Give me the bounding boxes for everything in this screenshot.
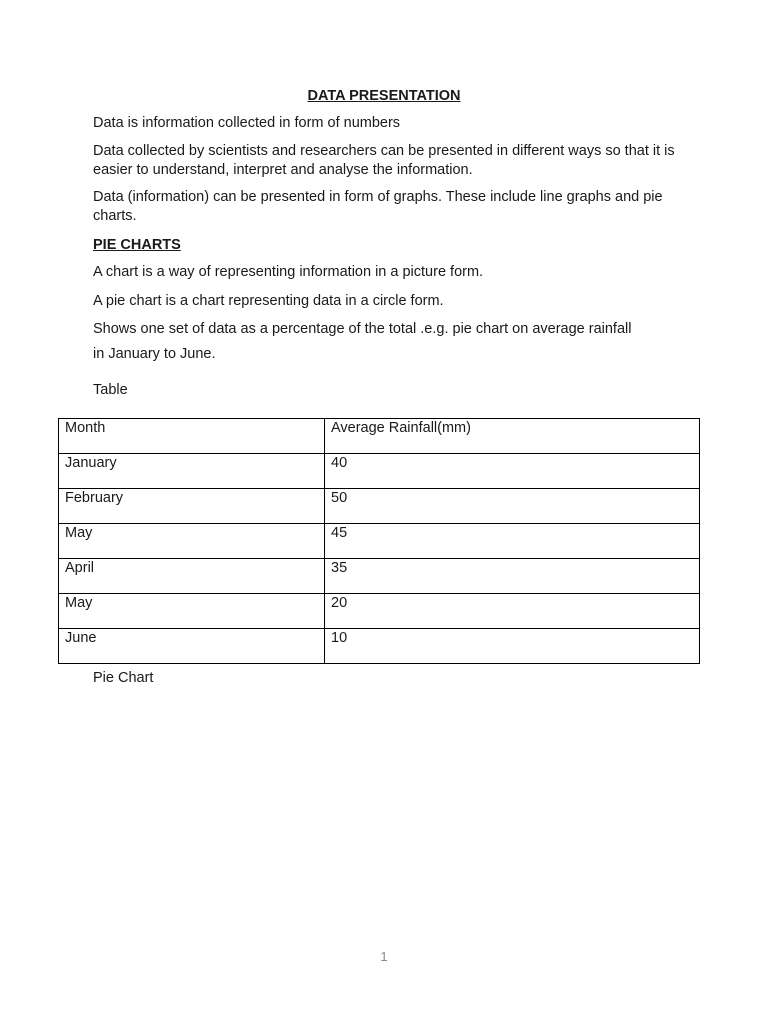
page-number: 1: [380, 949, 388, 964]
header-month: Month: [59, 419, 325, 454]
header-average-rainfall: Average Rainfall(mm): [325, 419, 700, 454]
page-title: DATA PRESENTATION: [307, 88, 461, 104]
paragraph-pie-chart-usage: Shows one set of data as a percentage of the total .e.g. pie chart on average rainfall: [93, 321, 632, 337]
table-header-row: [59, 419, 700, 454]
pie-chart-label: Pie Chart: [93, 670, 154, 686]
table-row: [59, 454, 700, 489]
rainfall-table: [58, 418, 700, 664]
table-row: [59, 594, 700, 629]
rainfall-cell: 20: [325, 594, 700, 629]
month-cell: April: [59, 559, 325, 594]
paragraph-pie-chart-usage-cont: in January to June.: [93, 346, 216, 362]
month-cell: May: [59, 594, 325, 629]
month-cell: February: [59, 489, 325, 524]
table-row: [59, 524, 700, 559]
rainfall-cell: 45: [325, 524, 700, 559]
table-label: Table: [93, 382, 128, 398]
paragraph-definition: Data is information collected in form of numbers: [93, 115, 401, 131]
rainfall-cell: 50: [325, 489, 700, 524]
pie-charts-heading: PIE CHARTS: [93, 237, 181, 253]
rainfall-cell: 10: [325, 629, 700, 664]
table-row: [59, 629, 700, 664]
paragraph-pie-chart-definition: A pie chart is a chart representing data in a circle form.: [93, 293, 444, 309]
table-row: [59, 559, 700, 594]
month-cell: May: [59, 524, 325, 559]
rainfall-cell: 40: [325, 454, 700, 489]
paragraph-chart-definition: A chart is a way of representing information in a picture form.: [93, 264, 484, 280]
rainfall-cell: 35: [325, 559, 700, 594]
month-cell: June: [59, 629, 325, 664]
month-cell: January: [59, 454, 325, 489]
paragraph-presentation: Data collected by scientists and researchers can be presented in different ways so that it is easier to understand, interpret and analyse the information.: [93, 143, 675, 178]
paragraph-graphs: Data (information) can be presented in form of graphs. These include line graphs and pie charts.: [93, 189, 663, 224]
table-row: [59, 489, 700, 524]
